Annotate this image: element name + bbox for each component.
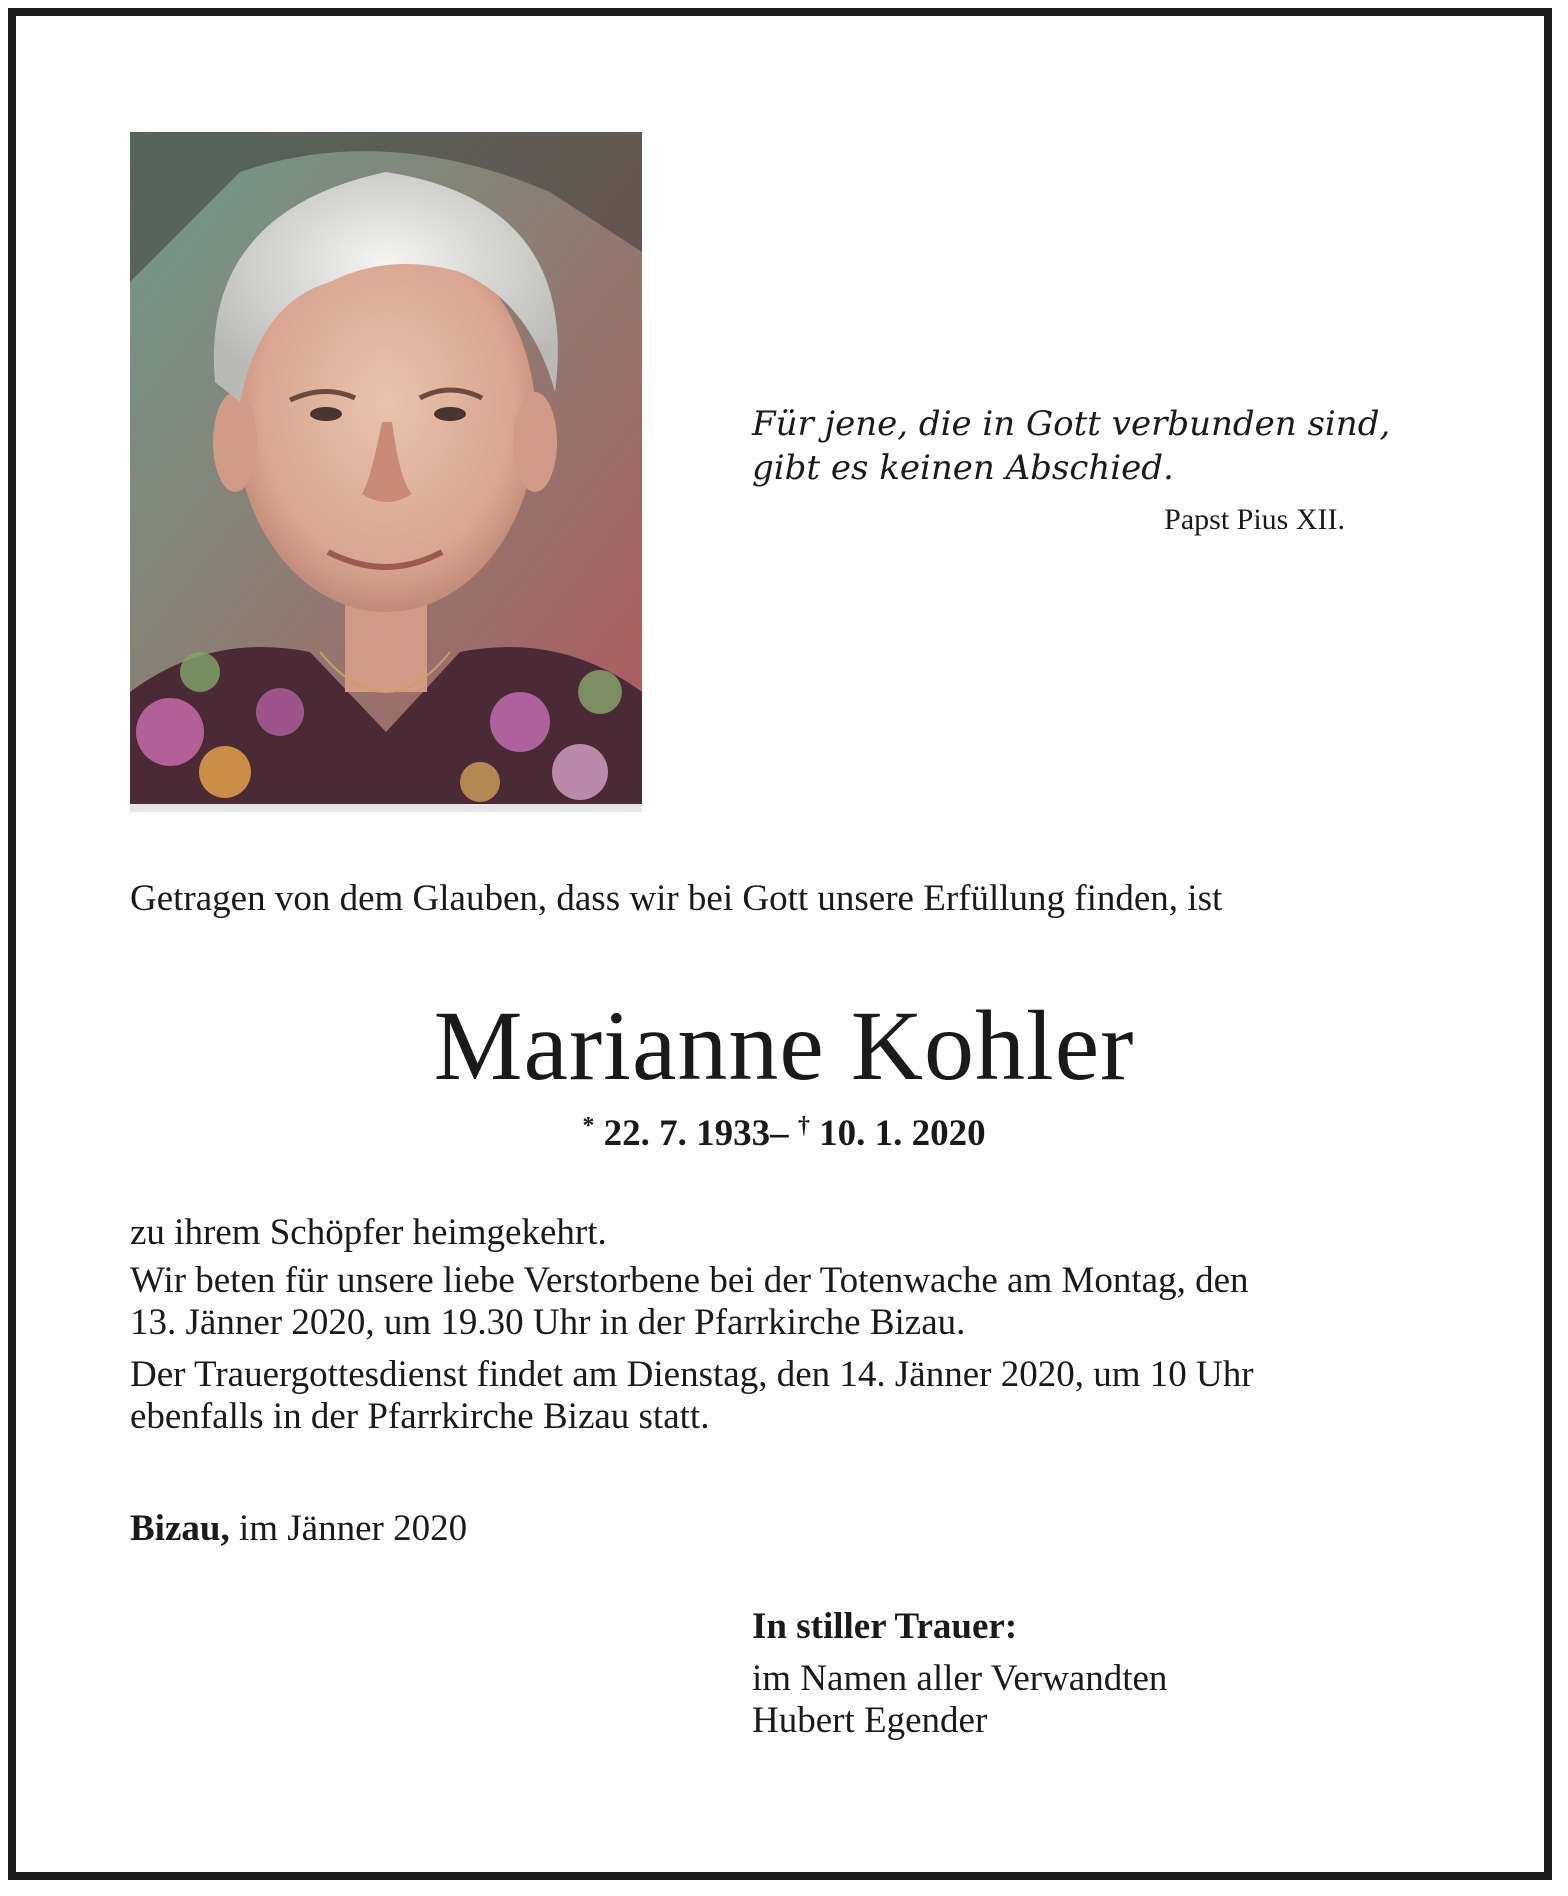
mourning-line: Hubert Egender [752,1700,988,1741]
mourning-line: im Namen aller Verwandten [752,1658,1168,1699]
body-line: Wir beten für unsere liebe Verstorbene bei der Totenwache am Montag, den [130,1260,1249,1301]
birth-symbol: * [582,1113,595,1139]
date-separator: – [770,1113,789,1154]
quote [752,402,1391,490]
life-dates [0,1110,1568,1158]
wake-paragraph [130,1260,1450,1344]
quote-line: Für jene, die in Gott verbunden sind, [752,404,1391,444]
death-symbol: † [797,1113,810,1139]
body-line: Der Trauergottesdienst findet am Dienstag, den 14. Jänner 2020, um 10 Uhr [130,1354,1254,1395]
returned-home-text [130,1212,1450,1254]
photo-shadow [130,804,642,812]
portrait-photo [130,132,642,804]
funeral-paragraph [130,1354,1450,1438]
mourning-section [752,1606,1452,1742]
birth-date: 22. 7. 1933 [603,1113,771,1154]
place-date-text: im Jänner 2020 [229,1508,468,1549]
death-date: 10. 1. 2020 [819,1113,986,1154]
quote-line: gibt es keinen Abschied. [752,448,1174,488]
body-line: zu ihrem Schöpfer heimgekehrt. [130,1212,607,1253]
mourning-heading: In stiller Trauer: [752,1606,1018,1647]
intro-text: Getragen von dem Glauben, dass wir bei Gott unsere Erfüllung finden, ist [130,878,1223,919]
body-line: ebenfalls in der Pfarrkirche Bizau statt. [130,1396,710,1437]
deceased-name: Marianne Kohler [433,990,1135,1101]
place-town: Bizau, [130,1508,230,1549]
quote-author: Papst Pius XII. [1164,503,1345,536]
body-line: 13. Jänner 2020, um 19.30 Uhr in der Pfarrkirche Bizau. [130,1302,966,1343]
place-date [130,1506,467,1552]
announcement-body [130,1212,1450,1448]
